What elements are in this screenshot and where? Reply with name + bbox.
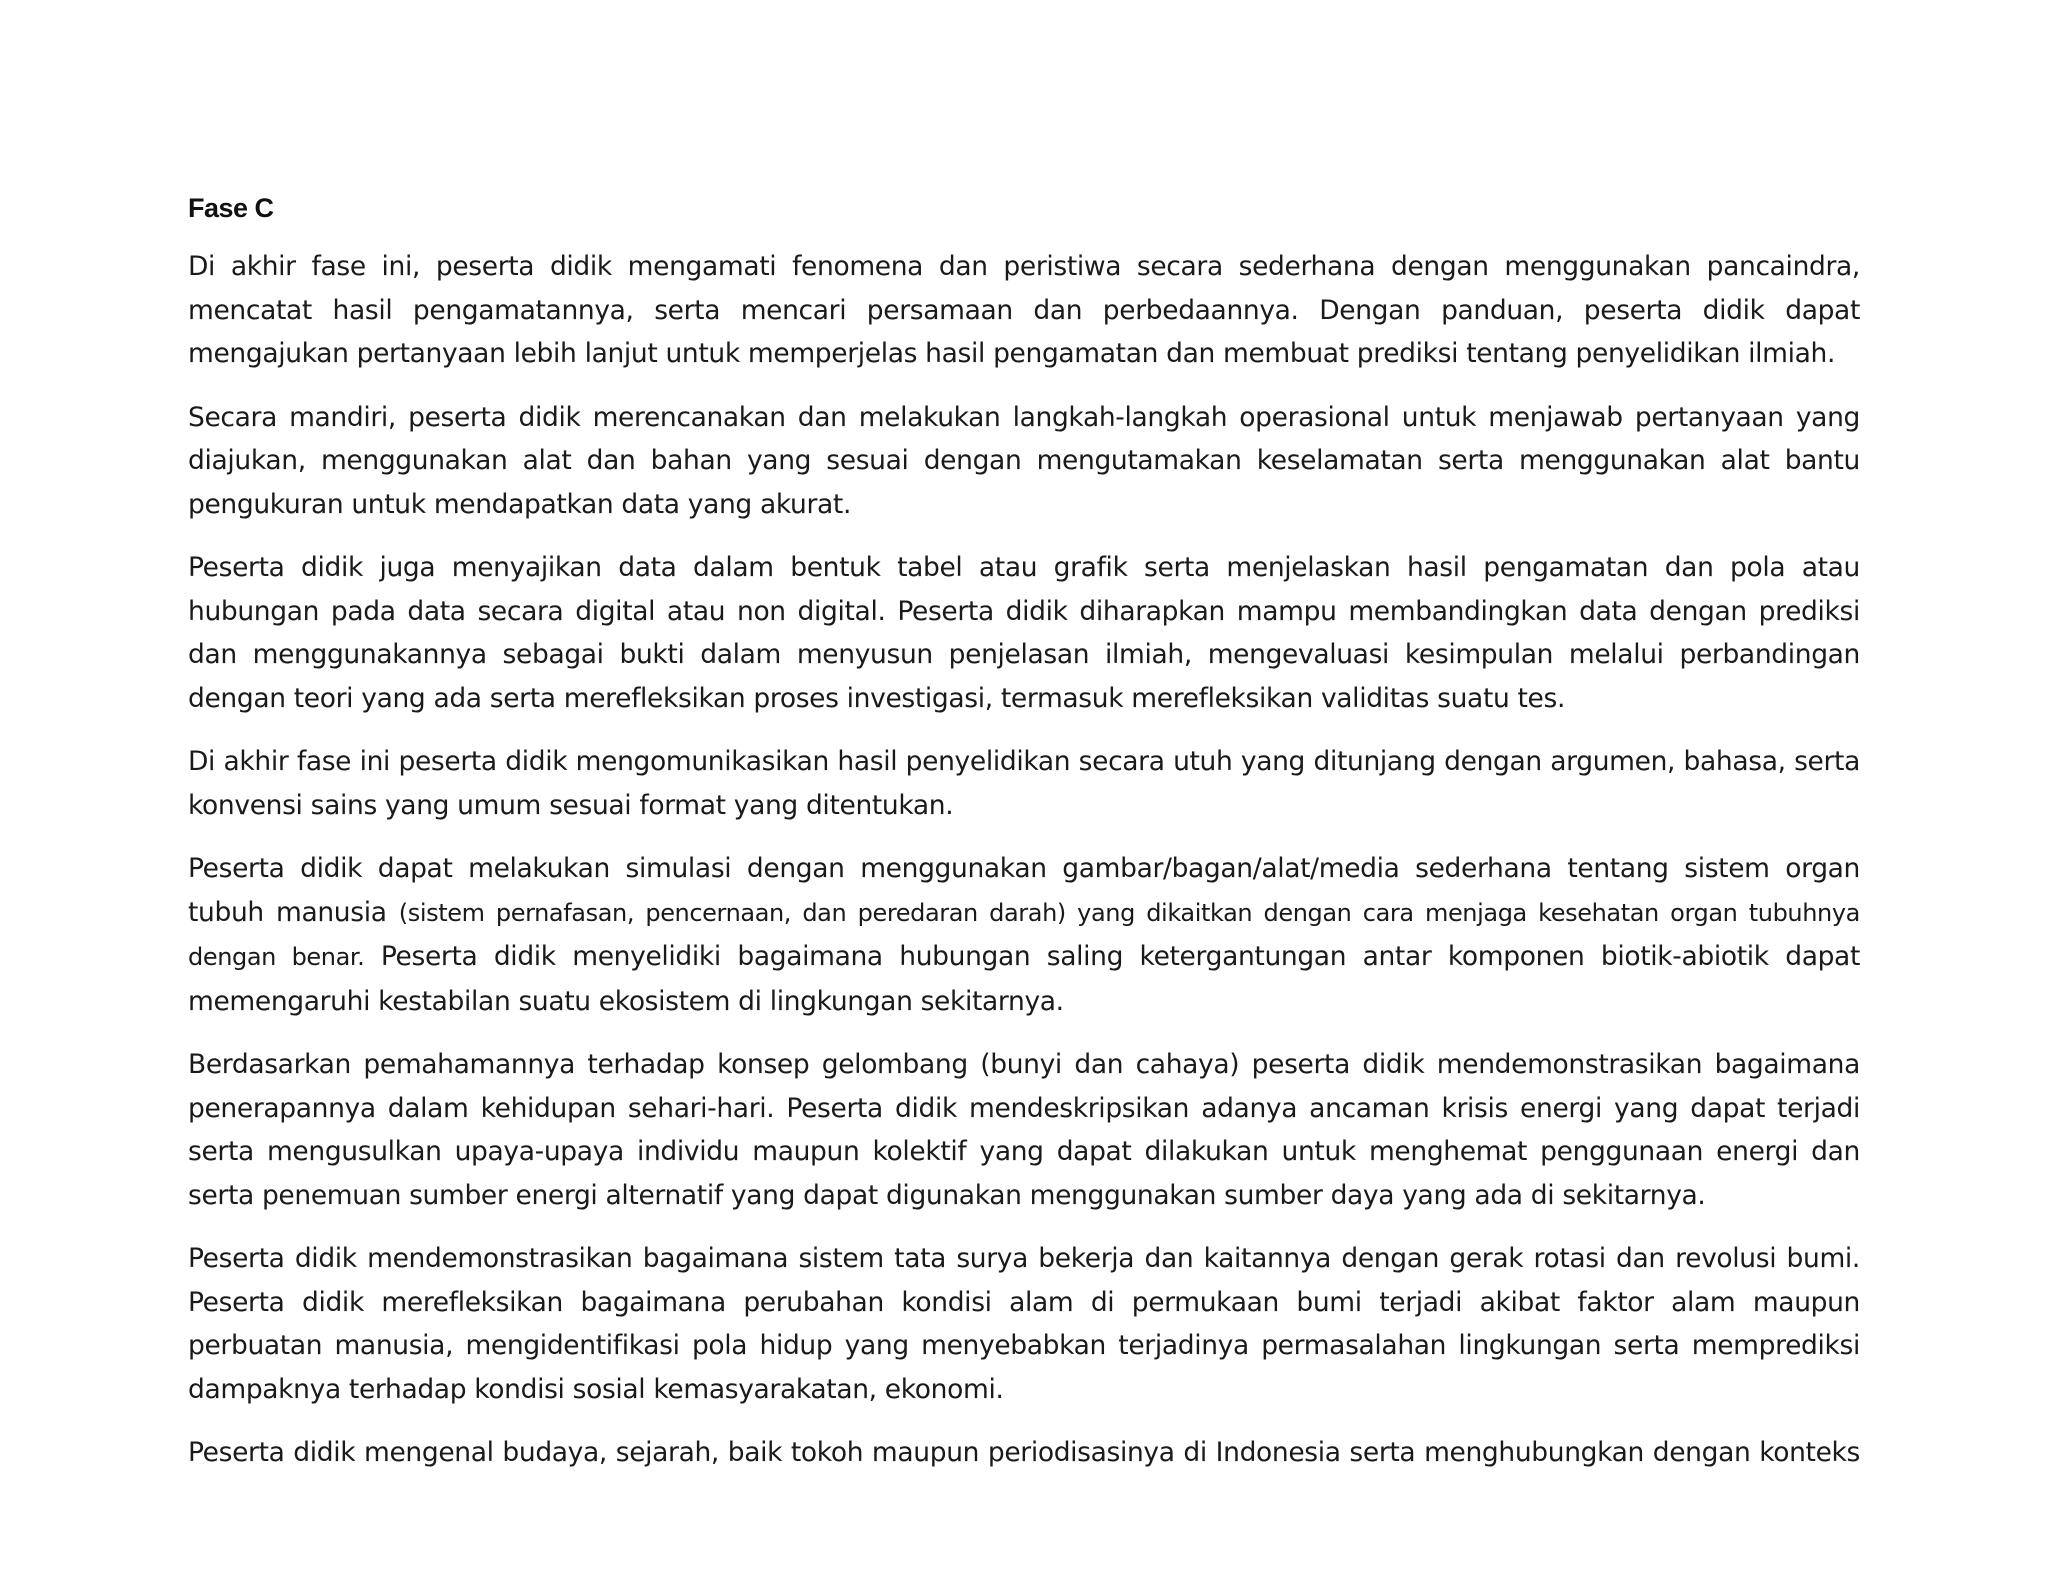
paragraph-waves-energy: Berdasarkan pemahamannya terhadap konsep gelombang (bunyi dan cahaya) peserta didik mendemonstrasikan bagaimana penerapannya dalam kehidupan sehari-hari. Peserta didik mendeskripsikan adanya ancaman krisis energi yang dapat terjadi serta mengusulkan upaya-upaya individu maupun kolektif yang dapat dilakukan untuk menghemat penggunaan energi dan serta penemuan sumber energi alternatif yang dapat digunakan menggunakan sumber daya yang ada di sekitarnya.	[188, 1049, 1860, 1211]
document-page	[188, 186, 1860, 1475]
paragraph-data-presentation: Peserta didik juga menyajikan data dalam bentuk tabel atau grafik serta menjelaskan hasil pengamatan dan pola atau hubungan pada data secara digital atau non digital. Peserta didik diharapkan mampu membandingkan data dengan prediksi dan menggunakannya sebagai bukti dalam menyusun penjelasan ilmiah, mengevaluasi kesimpulan melalui perbandingan dengan teori yang ada serta merefleksikan proses investigasi, termasuk merefleksikan validitas suatu tes.	[188, 552, 1860, 714]
paragraph-communication: Di akhir fase ini peserta didik mengomunikasikan hasil penyelidikan secara utuh yang ditunjang dengan argumen, bahasa, serta konvensi sains yang umum sesuai format yang ditentukan.	[188, 746, 1860, 821]
paragraph-observation: Di akhir fase ini, peserta didik mengamati fenomena dan peristiwa secara sederhana dengan menggunakan pancaindra, mencatat hasil pengamatannya, serta mencari persamaan dan perbedaannya. Dengan panduan, peserta didik dapat mengajukan pertanyaan lebih lanjut untuk memperjelas hasil pengamatan dan membuat prediksi tentang penyelidikan ilmiah.	[188, 251, 1860, 369]
paragraph-solar-system: Peserta didik mendemonstrasikan bagaimana sistem tata surya bekerja dan kaitannya dengan gerak rotasi dan revolusi bumi. Peserta didik merefleksikan bagaimana perubahan kondisi alam di permukaan bumi terjadi akibat faktor alam maupun perbuatan manusia, mengidentifikasi pola hidup yang menyebabkan terjadinya permasalahan lingkungan serta memprediksi dampaknya terhadap kondisi sosial kemasyarakatan, ekonomi.	[188, 1243, 1860, 1405]
organ-paragraph-part3: Peserta didik menyelidiki bagaimana hubungan saling ketergantungan antar komponen biotik-abiotik dapat memengaruhi kestabilan suatu ekosistem di lingkungan sekitarnya.	[188, 941, 1860, 1017]
paragraph-planning: Secara mandiri, peserta didik merencanakan dan melakukan langkah-langkah operasional untuk menjawab pertanyaan yang diajukan, menggunakan alat dan bahan yang sesuai dengan mengutamakan keselamatan serta menggunakan alat bantu pengukuran untuk mendapatkan data yang akurat.	[188, 401, 1860, 520]
organ-paragraph-part2: (sistem pernafasan, pencernaan, dan peredaran darah) yang dikaitkan dengan cara menjaga kesehatan organ tubuhnya dengan benar.	[188, 898, 1860, 971]
paragraph-organ-systems	[188, 847, 1860, 1023]
organ-paragraph-part1: Peserta didik dapat melakukan simulasi dengan menggunakan gambar/bagan/alat/media sederhana tentang sistem organ tubuh manusia	[188, 853, 1860, 928]
paragraph-culture-history: Peserta didik mengenal budaya, sejarah, baik tokoh maupun periodisasinya di Indonesia serta menghubungkan dengan konteks	[188, 1437, 1860, 1468]
section-heading: Fase C	[188, 193, 274, 223]
